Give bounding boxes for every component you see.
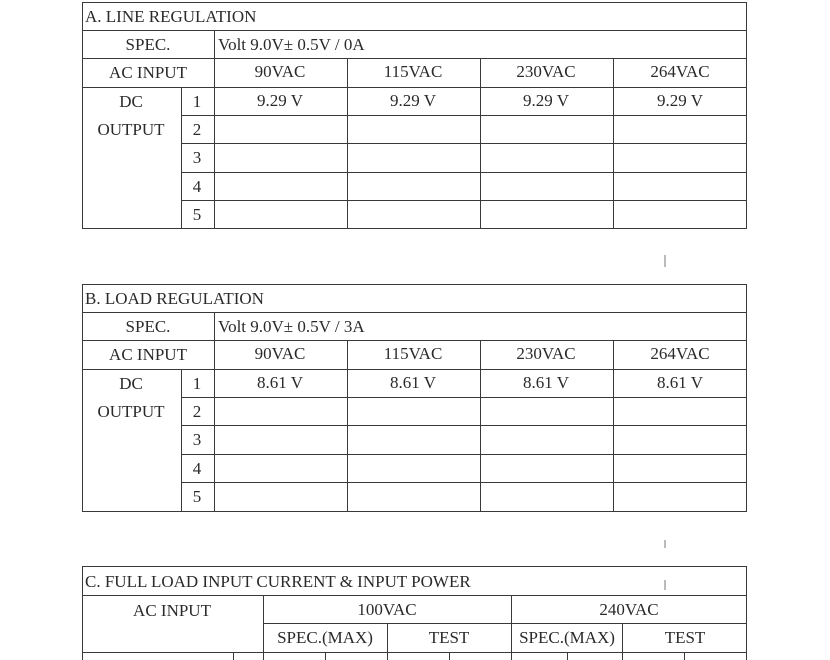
column-header-240vac: 240VAC xyxy=(599,600,659,619)
load-regulation-table xyxy=(0,282,830,522)
ac-input-label: AC INPUT xyxy=(109,63,187,82)
line-regulation-table xyxy=(0,0,830,240)
scan-speck xyxy=(664,540,666,548)
table-cell: 8.61 V xyxy=(257,373,303,392)
row-number: 2 xyxy=(192,120,202,139)
table-cell: 8.61 V xyxy=(523,373,569,392)
test-label: TEST xyxy=(664,628,706,647)
row-number: 4 xyxy=(192,459,202,478)
row-number: 3 xyxy=(192,430,202,449)
row-number: 4 xyxy=(192,177,202,196)
column-header: 115VAC xyxy=(383,344,443,363)
table-cell: 9.29 V xyxy=(390,91,436,110)
column-header: 264VAC xyxy=(650,344,710,363)
output-label: OUTPUT xyxy=(97,120,165,139)
table-cell: 9.29 V xyxy=(523,91,569,110)
section-a-title: A. LINE REGULATION xyxy=(85,7,257,26)
table-cell: 9.29 V xyxy=(657,91,703,110)
table-cell: 8.61 V xyxy=(657,373,703,392)
spec-label: SPEC. xyxy=(125,35,171,54)
ac-input-label: AC INPUT xyxy=(133,601,211,620)
input-current-power-table xyxy=(0,566,830,660)
spec-max-label: SPEC.(MAX) xyxy=(519,628,615,647)
spec-label: SPEC. xyxy=(125,317,171,336)
spec-max-label: SPEC.(MAX) xyxy=(277,628,373,647)
table-cell: 8.61 V xyxy=(390,373,436,392)
scan-speck xyxy=(664,580,666,590)
row-number: 2 xyxy=(192,402,202,421)
row-number: 3 xyxy=(192,148,202,167)
spec-value: Volt 9.0V± 0.5V / 3A xyxy=(218,317,365,336)
column-header: 115VAC xyxy=(383,62,443,81)
column-header: 90VAC xyxy=(254,62,306,81)
column-header-100vac: 100VAC xyxy=(357,600,417,619)
row-number: 1 xyxy=(192,92,202,111)
column-header: 90VAC xyxy=(254,344,306,363)
row-number: 5 xyxy=(192,205,202,224)
dc-label: DC xyxy=(119,92,143,111)
scan-speck xyxy=(664,255,666,267)
section-b-title: B. LOAD REGULATION xyxy=(85,289,264,308)
spec-value: Volt 9.0V± 0.5V / 0A xyxy=(218,35,365,54)
dc-label: DC xyxy=(119,374,143,393)
column-header: 230VAC xyxy=(516,62,576,81)
output-label: OUTPUT xyxy=(97,402,165,421)
table-cell: 9.29 V xyxy=(257,91,303,110)
column-header: 230VAC xyxy=(516,344,576,363)
section-c-title: C. FULL LOAD INPUT CURRENT & INPUT POWER xyxy=(85,572,471,591)
row-number: 5 xyxy=(192,487,202,506)
row-number: 1 xyxy=(192,374,202,393)
ac-input-label: AC INPUT xyxy=(109,345,187,364)
column-header: 264VAC xyxy=(650,62,710,81)
test-label: TEST xyxy=(428,628,470,647)
